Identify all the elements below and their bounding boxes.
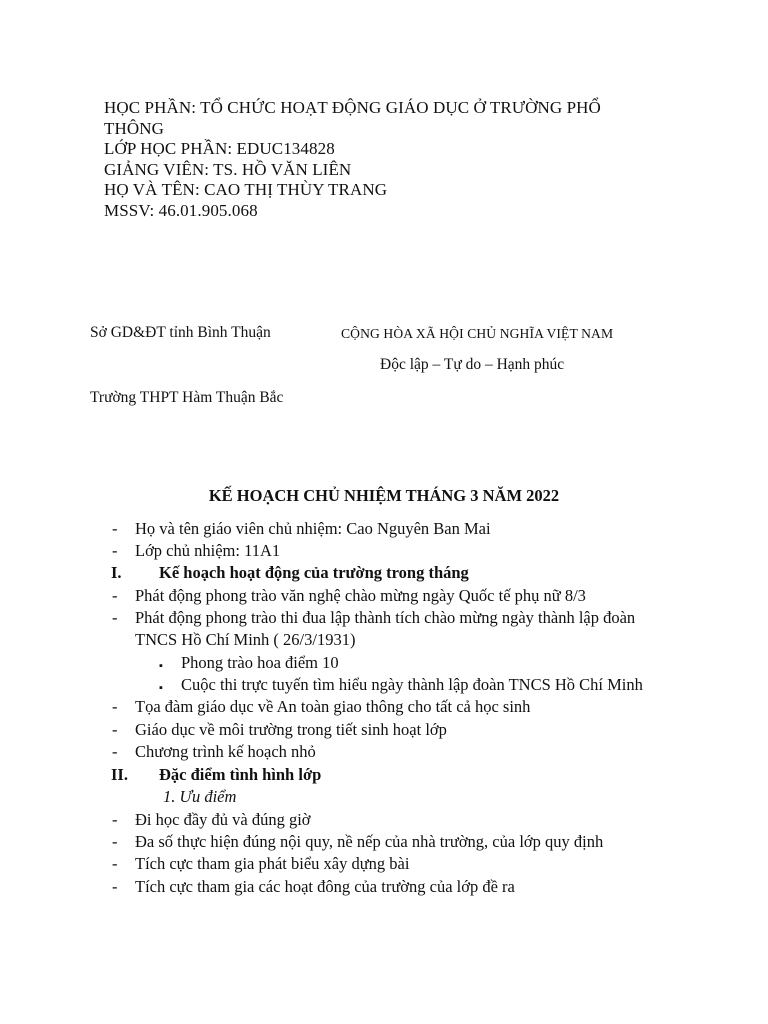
lecturer: GIẢNG VIÊN: TS. HỒ VĂN LIÊN — [104, 160, 352, 179]
list-item — [0, 876, 768, 898]
school-name: Trường THPT Hàm Thuận Bắc — [90, 389, 284, 406]
section-title: Đặc điểm tình hình lớp — [159, 765, 322, 784]
dash-marker: - — [112, 519, 118, 538]
list-item-text: Đi học đầy đủ và đúng giờ — [135, 810, 311, 829]
list-item — [0, 540, 768, 562]
list-item — [0, 607, 768, 629]
course-line-2: THÔNG — [104, 119, 164, 138]
list-item-text: Phát động phong trào thi đua lập thành tích chào mừng ngày thành lập đoàn — [135, 608, 636, 627]
motto: Độc lập – Tự do – Hạnh phúc — [380, 356, 565, 373]
class-name: Lớp chủ nhiệm: 11A1 — [135, 541, 281, 560]
list-item-text: Tích cực tham gia các hoạt đông của trường của lớp đề ra — [135, 877, 515, 896]
sub-list-item — [0, 652, 768, 674]
list-item — [0, 585, 768, 607]
list-item — [0, 518, 768, 540]
section-heading — [0, 562, 768, 584]
dash-marker: - — [112, 608, 118, 627]
sub-heading-text: 1. Ưu điểm — [163, 787, 237, 806]
list-item — [0, 809, 768, 831]
class-code: LỚP HỌC PHẦN: EDUC134828 — [104, 139, 335, 158]
dash-marker: - — [112, 854, 118, 873]
sub-heading — [0, 786, 768, 808]
republic-heading: CỘNG HÒA XÃ HỘI CHỦ NGHĨA VIỆT NAM — [341, 326, 614, 341]
bullet-marker: ▪ — [159, 682, 163, 694]
dash-marker: - — [112, 810, 118, 829]
list-item-continuation — [0, 629, 768, 651]
list-item-text: Chương trình kế hoạch nhỏ — [135, 742, 316, 761]
list-item-text: TNCS Hồ Chí Minh ( 26/3/1931) — [135, 630, 356, 649]
list-item — [0, 853, 768, 875]
list-item-text: Giáo dục về môi trường trong tiết sinh hoạt lớp — [135, 720, 447, 739]
list-item — [0, 719, 768, 741]
dash-marker: - — [112, 697, 118, 716]
list-item-text: Tích cực tham gia phát biểu xây dựng bài — [135, 854, 410, 873]
department: Sở GD&ĐT tỉnh Bình Thuận — [90, 324, 271, 341]
dash-marker: - — [112, 586, 118, 605]
section-numeral: II. — [111, 765, 128, 784]
dash-marker: - — [112, 877, 118, 896]
sub-item-text: Cuộc thi trực tuyến tìm hiểu ngày thành lập đoàn TNCS Hồ Chí Minh — [181, 675, 643, 694]
plan-title: KẾ HOẠCH CHỦ NHIỆM THÁNG 3 NĂM 2022 — [208, 486, 560, 505]
list-item — [0, 831, 768, 853]
teacher-name: Họ và tên giáo viên chủ nhiệm: Cao Nguyên Ban Mai — [135, 519, 491, 538]
section-heading — [0, 764, 768, 786]
student-id: MSSV: 46.01.905.068 — [104, 201, 258, 220]
dash-marker: - — [112, 742, 118, 761]
list-item — [0, 741, 768, 763]
section-title: Kế hoạch hoạt động của trường trong tháng — [159, 563, 469, 582]
sub-item-text: Phong trào hoa điểm 10 — [181, 653, 339, 672]
dash-marker: - — [112, 832, 118, 851]
list-item-text: Đa số thực hiện đúng nội quy, nề nếp của nhà trường, của lớp quy định — [135, 832, 604, 851]
dash-marker: - — [112, 541, 118, 560]
section-numeral: I. — [111, 563, 122, 582]
dash-marker: - — [112, 720, 118, 739]
list-item-text: Tọa đàm giáo dục về An toàn giao thông cho tất cả học sinh — [135, 697, 531, 716]
student-name: HỌ VÀ TÊN: CAO THỊ THÙY TRANG — [104, 180, 388, 199]
sub-list-item — [0, 674, 768, 696]
bullet-marker: ▪ — [159, 660, 163, 672]
list-item-text: Phát động phong trào văn nghệ chào mừng ngày Quốc tế phụ nữ 8/3 — [135, 586, 586, 605]
course-line-1: HỌC PHẦN: TỔ CHỨC HOẠT ĐỘNG GIÁO DỤC Ở TRƯỜNG PHỔ — [104, 98, 601, 117]
list-item — [0, 696, 768, 718]
